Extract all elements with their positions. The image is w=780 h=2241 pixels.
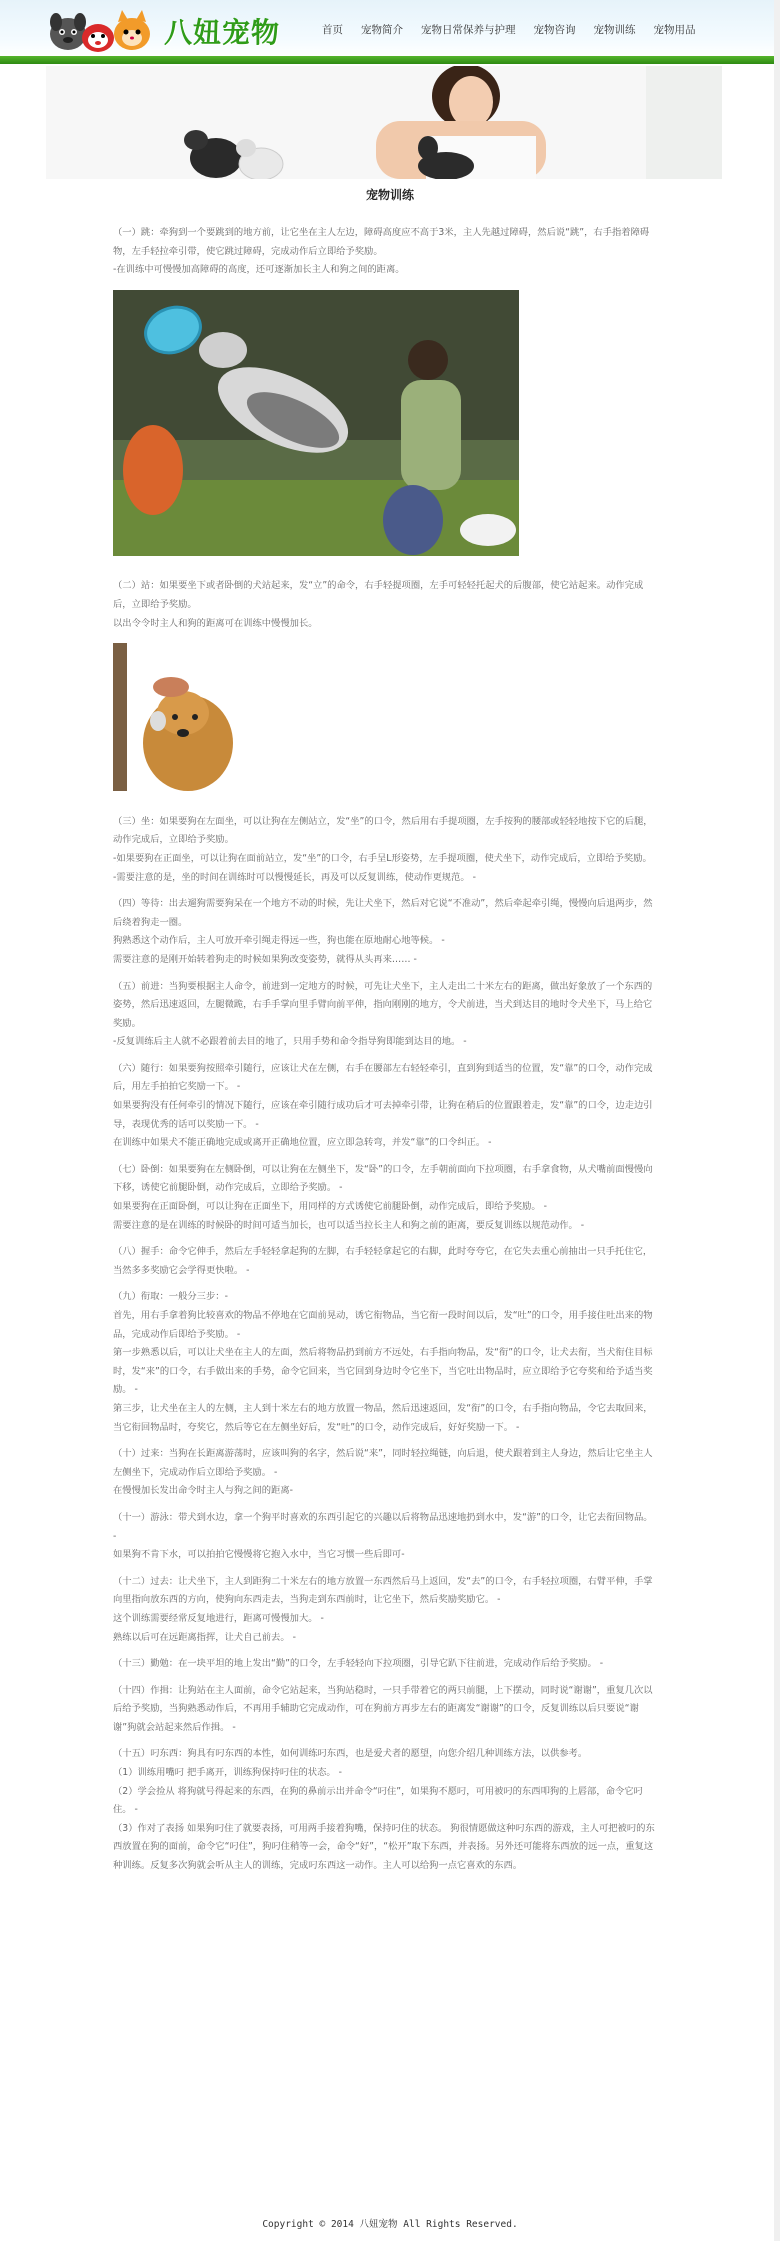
paragraph-line: 首先，用右手拿着狗比较喜欢的物品不停地在它面前晃动，诱它衔物品，当它衔一段时间以后，发“吐”的口令，用手接住吐出来的物品，完成动作后即给予奖励。 - (113, 1310, 653, 1340)
paragraph-go (113, 1573, 658, 1647)
paragraph-line: 如果要狗在正面卧倒，可以让狗在正面坐下，用同样的方式诱使它前腿卧倒，动作完成后，即给予奖励。 - (113, 1201, 547, 1213)
paragraph-line: 如果要狗没有任何牵引的情况下随行，应该在牵引随行成功后才可去掉牵引带，让狗在稍后的位置跟着走，发“靠”的口令，边走边引导，表现优秀的话可以奖励一下。 - (113, 1100, 653, 1130)
site-header (0, 0, 780, 56)
paragraph-line: （2）学会捡从 将狗就号得起来的东西，在狗的鼻前示出并命令“叼住”，如果狗不愿叼，可用被叼的东西叩狗的上唇部，命令它叼住。 - (113, 1785, 643, 1816)
paragraph-line: 在训练中如果犬不能正确地完成或离开正确地位置，应立即急转弯，并发“靠”的口令纠正。 - (113, 1137, 492, 1149)
paragraph-stand (113, 577, 658, 633)
paragraph-line: -如果要狗在正面坐，可以让狗在面前站立，发“坐”的口令，右手呈L形姿势，左手提项圈，使犬坐下，动作完成后，立即给予奖励。 (113, 852, 652, 864)
mascot-logo-icon (46, 8, 156, 54)
paragraph-shake-hands (113, 1243, 658, 1280)
paragraph-line: 如果狗不肯下水，可以拍拍它慢慢将它抱入水中，当它习惯一些后即可- (113, 1549, 405, 1561)
paragraph-line: （十三）勤勉：在一块平坦的地上发出“勤”的口令，左手轻轻向下拉项圈，引导它趴下往前进，完成动作后给予奖励。 - (113, 1658, 604, 1670)
paragraph-line: （九）衔取：一般分三步：- (113, 1291, 228, 1303)
copyright-name: 八妞宠物 (359, 2219, 398, 2230)
paragraph-line: （十五）叼东西：狗具有叼东西的本性，如何训练叼东西，也是爱犬者的愿望，向您介绍几种训练方法，以供参考。 (113, 1748, 588, 1760)
paragraph-line: （七）卧倒：如果要狗在左侧卧倒，可以让狗在左侧坐下，发“卧”的口令，左手朝前面向下拉项圈，右手拿食物，从犬嘴前面慢慢向下移，诱使它前腿卧倒，动作完成后，立即给予奖励。 - (113, 1163, 653, 1194)
paragraph-line: （1）训练用嘴叼 把手离开，训练狗保持叼住的状态。 - (113, 1767, 343, 1779)
paragraph-line: 需要注意的是在训练的时候卧的时间可适当加长，也可以适当拉长主人和狗之前的距离，要反复训练以规范动作。 - (113, 1219, 585, 1231)
paragraph-jump (113, 224, 658, 280)
paragraph-forward (113, 978, 658, 1052)
copyright-suffix: All Rights Reserved. (397, 2219, 518, 2230)
paragraph-line: （十一）游泳：带犬到水边，拿一个狗平时喜欢的东西引起它的兴趣以后将物品迅速地扔到水中，发“游”的口令，让它去衔回物品。 - (113, 1511, 653, 1542)
paragraph-swim (113, 1509, 658, 1565)
paragraph-wait (113, 895, 658, 969)
main-nav (322, 22, 696, 42)
paragraph-line: -需要注意的是，坐的时间在训练时可以慢慢延长，再及可以反复训练，使动作更规范。 - (113, 871, 476, 883)
nav-item-consult[interactable]: 宠物咨询 (533, 24, 576, 36)
article-content (113, 224, 658, 1884)
paragraph-line: （十）过来：当狗在长距离游荡时，应该叫狗的名字，然后说“来”，同时轻拉绳链，向后退，使犬跟着到主人身边，然后让它坐主人左侧坐下，完成动作后立即给予奖励。 - (113, 1448, 653, 1478)
paragraph-fetch (113, 1288, 658, 1437)
paragraph-line: 第三步，让犬坐在主人的左侧，主人到十米左右的地方放置一物品，然后迅速返回，发“衔”的口令，右手指向物品，令它去取回来，当它衔回物品时，夸奖它，然后等它在左侧坐好后，发“吐”的口令，动作完成后，好好奖励一下。 - (113, 1402, 653, 1433)
brand-name: 八妞宠物 (164, 16, 281, 49)
footer-copyright (0, 2216, 780, 2230)
paragraph-line: （四）等待：出去遛狗需要狗呆在一个地方不动的时候，先让犬坐下，然后对它说“不准动”，然后牵起牵引绳，慢慢向后退两步，然后绕着狗走一圈。 (113, 898, 653, 928)
paragraph-line: （六）随行：如果要狗按照牵引随行，应该让犬在左侧，右手在腰部左右轻轻牵引，直到狗到适当的位置，发“靠”的口令，动作完成后，用左手拍拍它奖励一下。 - (113, 1062, 653, 1093)
paragraph-line: 这个训练需要经常反复地进行，距离可慢慢加大。 - (113, 1612, 324, 1624)
paragraph-sit (113, 813, 658, 887)
paragraph-line: （一）跳：牵狗到一个要跳到的地方前，让它坐在主人左边，障碍高度应不高于3米，主人先越过障碍，然后说“跳”，右手指着障碍物，左手轻拉牵引带，使它跳过障碍，完成动作后立即给予奖励。 (113, 227, 650, 257)
banner-image (46, 66, 722, 179)
paragraph-line: （十二）过去：让犬坐下，主人到距狗二十米左右的地方放置一东西然后马上返回，发“去”的口令，右手轻拉项圈，右臂平伸，手掌向里指向放东西的方向，使狗向东西走去，当狗走到东西前时，让它坐下，然后奖励奖励它。 - (113, 1575, 653, 1606)
paragraph-line: -在训练中可慢慢加高障碍的高度，还可逐渐加长主人和狗之间的距离。 (113, 264, 405, 276)
nav-item-training[interactable]: 宠物训练 (593, 24, 636, 36)
copyright-prefix: Copyright © 2014 (262, 2219, 360, 2230)
page-title: 宠物训练 (365, 188, 414, 202)
page-scrollbar[interactable] (774, 0, 780, 2241)
paragraph-line: 以出令令时主人和狗的距离可在训练中慢慢加长。 (113, 617, 318, 629)
golden-retriever-image (113, 643, 658, 799)
frisbee-dog-image (113, 290, 658, 564)
nav-item-intro[interactable]: 宠物简介 (361, 24, 403, 36)
paragraph-line: （十四）作揖：让狗站在主人面前，命令它站起来，当狗站稳时，一只手带着它的两只前腿，上下摆动，同时说“谢谢”，重复几次以后给予奖励，当狗熟悉动作后，不再用手辅助它完成动作，可在狗前方再步左右的距离发“谢谢”的口令，反复训练以后只要说“谢谢”狗就会站起来然后作揖。 - (113, 1684, 653, 1733)
site-logo[interactable] (46, 8, 296, 54)
paragraph-line: 第一步熟悉以后，可以让犬坐在主人的左面，然后将物品扔到前方不远处，右手指向物品，发“衔”的口令，让犬去衔，当犬衔住目标时，发“来”的口令，右手做出来的手势，命令它回来，当它回到身边时令它坐下，当它吐出物品时，应立即给予它夸奖和给予适当奖励。 - (113, 1347, 653, 1396)
nav-item-supplies[interactable]: 宠物用品 (653, 24, 696, 36)
paragraph-line: （五）前进：当狗要根据主人命令，前进到一定地方的时候，可先让犬坐下，主人走出二十米左右的距离，做出好象放了一个东西的姿势，然后迅速返回，左腿微跪，右手手掌向里手臂向前平伸，指向刚刚的地方，令犬前进，当犬到达目的地时令犬坐下，马上给它奖励。 (113, 980, 653, 1029)
header-green-bar (0, 56, 780, 64)
paragraph-line: -反复训练后主人就不必跟着前去目的地了，只用手势和命令指导狗即能到达目的地。 - (113, 1036, 467, 1048)
paragraph-line: 在慢慢加长发出命令时主人与狗之间的距离- (113, 1485, 293, 1497)
paragraph-come (113, 1445, 658, 1501)
paragraph-line: （三）坐：如果要狗在左面坐，可以让狗在左侧站立，发“坐”的口令，然后用右手提项圈，左手按狗的腰部或轻轻地按下它的后腿，动作完成后，立即给予奖励。 (113, 815, 653, 846)
nav-item-care[interactable]: 宠物日常保养与护理 (421, 24, 516, 36)
nav-item-home[interactable]: 首页 (322, 24, 343, 36)
paragraph-line: （3）作对了表扬 如果狗叼住了就要表扬，可用两手接着狗嘴，保持叼住的状态。 狗很情愿做这种叼东西的游戏，主人可把被叼的东西放置在狗的面前，命令它“叼住”，狗叼住稍等一会，命令“好”，“松开”取下东西，并表扬。另外还可能将东西放的远一点，重复这种训练。反复多次狗就会听从主人的训练，完成叼东西这一动作。主人可以给狗一点它喜欢的东西。 (113, 1822, 655, 1872)
paragraph-heel (113, 1060, 658, 1153)
paragraph-lie-down (113, 1161, 658, 1235)
paragraph-line: 需要注意的是刚开始转着狗走的时候如果狗改变姿势，就得从头再来…… - (113, 953, 417, 965)
paragraph-line: （八）握手：命令它伸手，然后左手轻轻拿起狗的左脚，右手轻轻拿起它的右脚，此时夸夸它，在它失去重心前抽出一只手托住它，当然多多奖励它会学得更快啦。 - (113, 1246, 653, 1276)
paragraph-line: 熟练以后可在远距离指挥，让犬自己前去。 - (113, 1631, 296, 1643)
paragraph-crawl (113, 1655, 658, 1674)
paragraph-bow (113, 1682, 658, 1738)
paragraph-line: （二）站：如果要坐下或者卧倒的犬站起来，发“立”的命令，右手轻提项圈，左手可轻轻托起犬的后腹部，使它站起来。动作完成后，立即给予奖励。 (113, 580, 644, 610)
paragraph-carry (113, 1745, 658, 1875)
paragraph-line: 狗熟悉这个动作后，主人可放开牵引绳走得远一些，狗也能在原地耐心地等候。 - (113, 935, 445, 947)
